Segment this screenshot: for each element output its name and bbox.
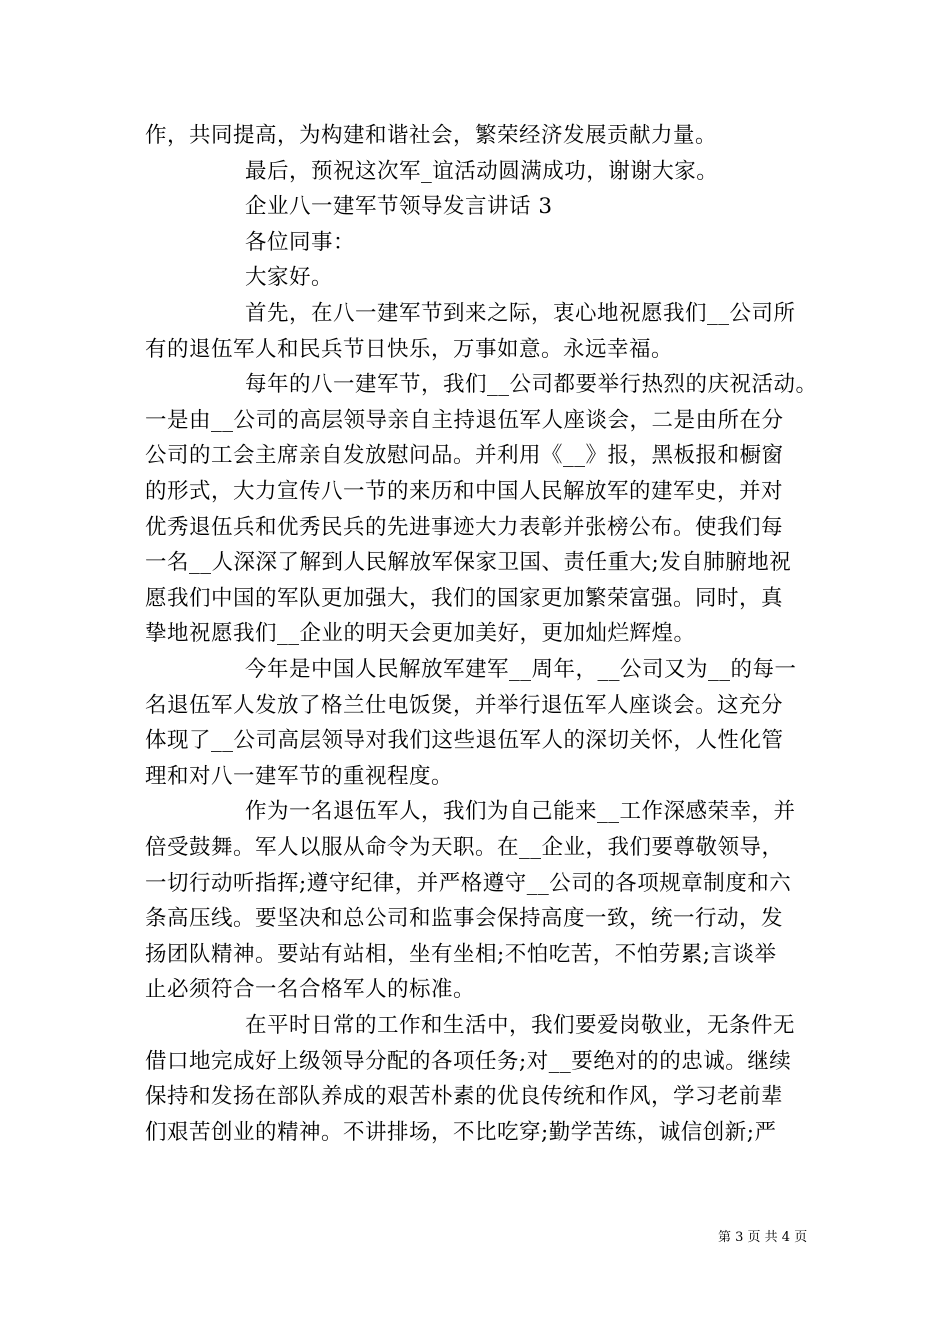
- text-line: 各位同事：: [245, 229, 356, 255]
- text-line: 止必须符合一名合格军人的标准。: [145, 977, 476, 1003]
- text-line: 首先，在八一建军节到来之际，衷心地祝愿我们__公司所: [245, 301, 796, 326]
- text-line: 挚地祝愿我们__企业的明天会更加美好，更加灿烂辉煌。: [145, 621, 696, 647]
- text-line: 最后，预祝这次军_谊活动圆满成功，谢谢大家。: [245, 158, 719, 184]
- text-line: 公司的工会主席亲自发放慰问品。并利用《__》报，黑板报和橱窗: [145, 443, 784, 469]
- text-line: 条高压线。要坚决和总公司和监事会保持高度一致，统一行动，发: [145, 906, 784, 932]
- text-line: 一是由__公司的高层领导亲自主持退伍军人座谈会，二是由所在分: [145, 407, 784, 433]
- text-line: 大家好。: [245, 265, 334, 291]
- text-line: 体现了__公司高层领导对我们这些退伍军人的深切关怀，人性化管: [145, 728, 784, 754]
- text-line: 理和对八一建军节的重视程度。: [145, 763, 454, 789]
- text-line: 在平时日常的工作和生活中，我们要爱岗敬业，无条件无: [245, 1013, 796, 1038]
- text-line: 倍受鼓舞。军人以服从命令为天职。在__企业，我们要尊敬领导，: [145, 835, 784, 860]
- text-line: 每年的八一建军节，我们__公司都要举行热烈的庆祝活动。: [245, 372, 818, 398]
- text-line: 名退伍军人发放了格兰仕电饭煲，并举行退伍军人座谈会。这充分: [145, 692, 784, 718]
- text-line: 企业八一建军节领导发言讲话 3: [245, 194, 553, 220]
- text-line: 优秀退伍兵和优秀民兵的先进事迹大力表彰并张榜公布。使我们每: [145, 514, 784, 540]
- text-line: 扬团队精神。要站有站相，坐有坐相;不怕吃苦，不怕劳累;言谈举: [145, 941, 777, 967]
- text-line: 们艰苦创业的精神。不讲排场，不比吃穿;勤学苦练，诚信创新;严: [145, 1119, 777, 1145]
- text-line: 借口地完成好上级领导分配的各项任务;对__要绝对的的忠诚。继续: [145, 1048, 792, 1074]
- text-line: 作为一名退伍军人，我们为自己能来__工作深感荣幸，并: [245, 799, 796, 825]
- text-line: 一切行动听指挥;遵守纪律，并严格遵守__公司的各项规章制度和六: [145, 870, 792, 896]
- text-line: 保持和发扬在部队养成的艰苦朴素的优良传统和作风，学习老前辈: [145, 1084, 784, 1110]
- text-line: 有的退伍军人和民兵节日快乐，万事如意。永远幸福。: [145, 336, 674, 362]
- page-number: 第 3 页 共 4 页: [718, 1230, 808, 1245]
- text-line: 的形式，大力宣传八一节的来历和中国人民解放军的建军史，并对: [145, 479, 784, 504]
- text-line: 今年是中国人民解放军建军__周年，__公司又为__的每一: [245, 657, 797, 682]
- text-line: 愿我们中国的军队更加强大，我们的国家更加繁荣富强。同时，真: [145, 585, 784, 611]
- text-line: 一名__人深深了解到人民解放军保家卫国、责任重大;发自肺腑地祝: [145, 550, 792, 576]
- text-line: 作，共同提高，为构建和谐社会，繁荣经济发展贡献力量。: [145, 123, 718, 148]
